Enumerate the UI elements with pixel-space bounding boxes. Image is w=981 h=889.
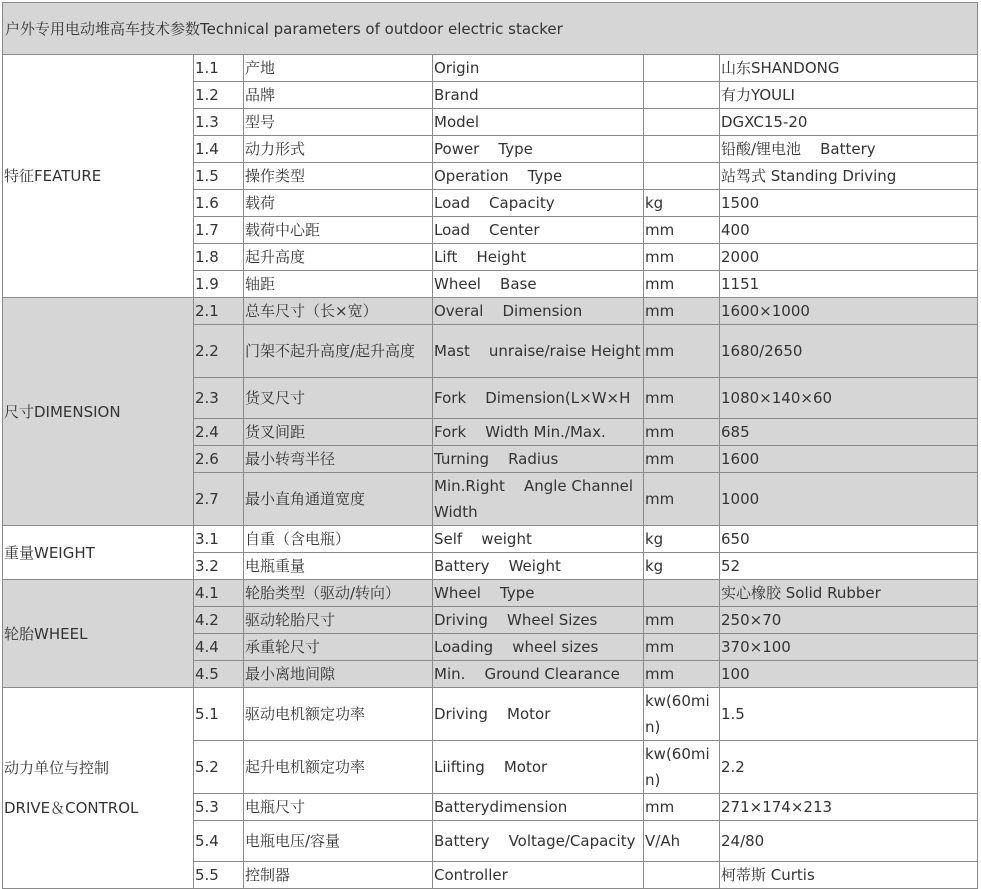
- param-unit: [644, 136, 720, 163]
- row-number: 2.7: [194, 473, 244, 526]
- param-name-en: Load Capacity: [433, 190, 644, 217]
- param-name-cn: 最小离地间隙: [244, 661, 433, 688]
- param-name-cn: 最小转弯半径: [244, 446, 433, 473]
- param-name-en: Liifting Motor: [433, 741, 644, 794]
- param-name-en: Mast unraise/raise Height: [433, 325, 644, 378]
- param-unit: [644, 109, 720, 136]
- spec-table: [2, 2, 978, 889]
- param-value: 1151: [720, 271, 978, 298]
- row-number: 5.4: [194, 821, 244, 862]
- param-unit: mm: [644, 325, 720, 378]
- param-name-en: Fork Width Min./Max.: [433, 419, 644, 446]
- param-value: 1680/2650: [720, 325, 978, 378]
- row-number: 2.3: [194, 378, 244, 419]
- param-value: 1000: [720, 473, 978, 526]
- param-unit: kg: [644, 190, 720, 217]
- param-unit: mm: [644, 473, 720, 526]
- row-number: 2.1: [194, 298, 244, 325]
- param-name-en: Model: [433, 109, 644, 136]
- param-value: 24/80: [720, 821, 978, 862]
- row-number: 5.2: [194, 741, 244, 794]
- group-label: [3, 526, 194, 580]
- row-number: 1.5: [194, 163, 244, 190]
- param-name-cn: 载荷: [244, 190, 433, 217]
- param-unit: [644, 580, 720, 607]
- row-number: 2.4: [194, 419, 244, 446]
- param-unit: kg: [644, 526, 720, 553]
- param-name-cn: 轮胎类型（驱动/转向）: [244, 580, 433, 607]
- row-number: 3.2: [194, 553, 244, 580]
- param-unit: mm: [644, 634, 720, 661]
- param-name-en: Self weight: [433, 526, 644, 553]
- param-unit: mm: [644, 378, 720, 419]
- param-value: 实心橡胶 Solid Rubber: [720, 580, 978, 607]
- param-name-en: Battery Voltage/Capacity: [433, 821, 644, 862]
- row-number: 1.4: [194, 136, 244, 163]
- param-name-en: Operation Type: [433, 163, 644, 190]
- param-name-cn: 起升高度: [244, 244, 433, 271]
- group-label-line: 特征FEATURE: [4, 167, 102, 185]
- param-name-en: Origin: [433, 55, 644, 82]
- param-value: 685: [720, 419, 978, 446]
- table-title: 户外专用电动堆高车技术参数Technical parameters of outdoor electric stacker: [3, 3, 978, 55]
- param-name-cn: 总车尺寸（长×宽）: [244, 298, 433, 325]
- param-name-cn: 控制器: [244, 862, 433, 889]
- param-unit: mm: [644, 244, 720, 271]
- group-label-line: 动力单位与控制: [4, 759, 110, 777]
- param-name-cn: 产地: [244, 55, 433, 82]
- param-name-cn: 自重（含电瓶）: [244, 526, 433, 553]
- param-name-en: Power Type: [433, 136, 644, 163]
- row-number: 2.6: [194, 446, 244, 473]
- param-unit: mm: [644, 271, 720, 298]
- param-unit: mm: [644, 446, 720, 473]
- param-name-cn: 驱动轮胎尺寸: [244, 607, 433, 634]
- param-value: 250×70: [720, 607, 978, 634]
- param-name-en: Min. Ground Clearance: [433, 661, 644, 688]
- param-value: 有力YOULI: [720, 82, 978, 109]
- param-value: 2.2: [720, 741, 978, 794]
- param-value: 1080×140×60: [720, 378, 978, 419]
- param-value: 52: [720, 553, 978, 580]
- group-label: [3, 298, 194, 526]
- row-number: 4.2: [194, 607, 244, 634]
- param-unit: [644, 55, 720, 82]
- param-name-cn: 动力形式: [244, 136, 433, 163]
- param-name-cn: 最小直角通道宽度: [244, 473, 433, 526]
- group-label-line: 尺寸DIMENSION: [4, 402, 121, 421]
- param-name-cn: 承重轮尺寸: [244, 634, 433, 661]
- param-name-cn: 货叉尺寸: [244, 378, 433, 419]
- param-value: 铅酸/锂电池 Battery: [720, 136, 978, 163]
- param-value: 400: [720, 217, 978, 244]
- row-number: 1.1: [194, 55, 244, 82]
- param-value: 站驾式 Standing Driving: [720, 163, 978, 190]
- param-name-cn: 门架不起升高度/起升高度: [244, 325, 433, 378]
- table-row: [3, 55, 978, 82]
- row-number: 1.7: [194, 217, 244, 244]
- param-unit: mm: [644, 419, 720, 446]
- row-number: 3.1: [194, 526, 244, 553]
- group-label-line: DRIVE＆CONTROL: [4, 799, 139, 817]
- param-name-cn: 轴距: [244, 271, 433, 298]
- param-value: 650: [720, 526, 978, 553]
- table-row: [3, 526, 978, 553]
- row-number: 5.5: [194, 862, 244, 889]
- param-value: 1.5: [720, 688, 978, 741]
- param-name-cn: 起升电机额定功率: [244, 741, 433, 794]
- row-number: 4.1: [194, 580, 244, 607]
- table-row: [3, 688, 978, 741]
- param-name-cn: 电瓶尺寸: [244, 794, 433, 821]
- row-number: 1.2: [194, 82, 244, 109]
- param-name-en: Load Center: [433, 217, 644, 244]
- param-unit: kw(60min): [644, 741, 720, 794]
- param-unit: mm: [644, 794, 720, 821]
- table-row: [3, 298, 978, 325]
- param-value: 1600×1000: [720, 298, 978, 325]
- row-number: 4.5: [194, 661, 244, 688]
- param-name-en: Controller: [433, 862, 644, 889]
- param-name-en: Driving Motor: [433, 688, 644, 741]
- param-name-cn: 驱动电机额定功率: [244, 688, 433, 741]
- param-name-en: Lift Height: [433, 244, 644, 271]
- param-name-cn: 载荷中心距: [244, 217, 433, 244]
- param-unit: [644, 82, 720, 109]
- param-unit: [644, 862, 720, 889]
- param-name-cn: 操作类型: [244, 163, 433, 190]
- param-name-en: Battery Weight: [433, 553, 644, 580]
- param-value: 271×174×213: [720, 794, 978, 821]
- param-unit: kw(60min): [644, 688, 720, 741]
- group-label-line: 重量WEIGHT: [4, 543, 95, 562]
- param-name-en: Min.Right Angle Channel Width: [433, 473, 644, 526]
- param-name-en: Wheel Base: [433, 271, 644, 298]
- param-name-cn: 货叉间距: [244, 419, 433, 446]
- param-unit: mm: [644, 217, 720, 244]
- row-number: 1.9: [194, 271, 244, 298]
- group-label: [3, 580, 194, 688]
- param-name-en: Fork Dimension(L×W×H: [433, 378, 644, 419]
- param-unit: mm: [644, 607, 720, 634]
- group-label-line: 轮胎WHEEL: [4, 624, 88, 643]
- group-label: [3, 55, 194, 298]
- title-row: [3, 3, 978, 55]
- param-unit: mm: [644, 298, 720, 325]
- row-number: 2.2: [194, 325, 244, 378]
- param-value: DGXC15-20: [720, 109, 978, 136]
- param-value: 2000: [720, 244, 978, 271]
- row-number: 5.1: [194, 688, 244, 741]
- param-name-cn: 型号: [244, 109, 433, 136]
- param-name-cn: 电瓶电压/容量: [244, 821, 433, 862]
- row-number: 4.4: [194, 634, 244, 661]
- param-value: 柯蒂斯 Curtis: [720, 862, 978, 889]
- param-name-en: Wheel Type: [433, 580, 644, 607]
- table-row: [3, 580, 978, 607]
- param-value: 370×100: [720, 634, 978, 661]
- row-number: 1.6: [194, 190, 244, 217]
- group-label: [3, 688, 194, 889]
- param-name-en: Batterydimension: [433, 794, 644, 821]
- row-number: 5.3: [194, 794, 244, 821]
- param-unit: [644, 163, 720, 190]
- param-value: 100: [720, 661, 978, 688]
- param-name-en: Loading wheel sizes: [433, 634, 644, 661]
- param-name-en: Turning Radius: [433, 446, 644, 473]
- param-name-en: Driving Wheel Sizes: [433, 607, 644, 634]
- param-name-cn: 品牌: [244, 82, 433, 109]
- param-value: 1600: [720, 446, 978, 473]
- param-unit: kg: [644, 553, 720, 580]
- param-value: 1500: [720, 190, 978, 217]
- param-name-en: Overal Dimension: [433, 298, 644, 325]
- row-number: 1.3: [194, 109, 244, 136]
- param-value: 山东SHANDONG: [720, 55, 978, 82]
- param-name-en: Brand: [433, 82, 644, 109]
- row-number: 1.8: [194, 244, 244, 271]
- param-unit: mm: [644, 661, 720, 688]
- param-unit: V/Ah: [644, 821, 720, 862]
- param-name-cn: 电瓶重量: [244, 553, 433, 580]
